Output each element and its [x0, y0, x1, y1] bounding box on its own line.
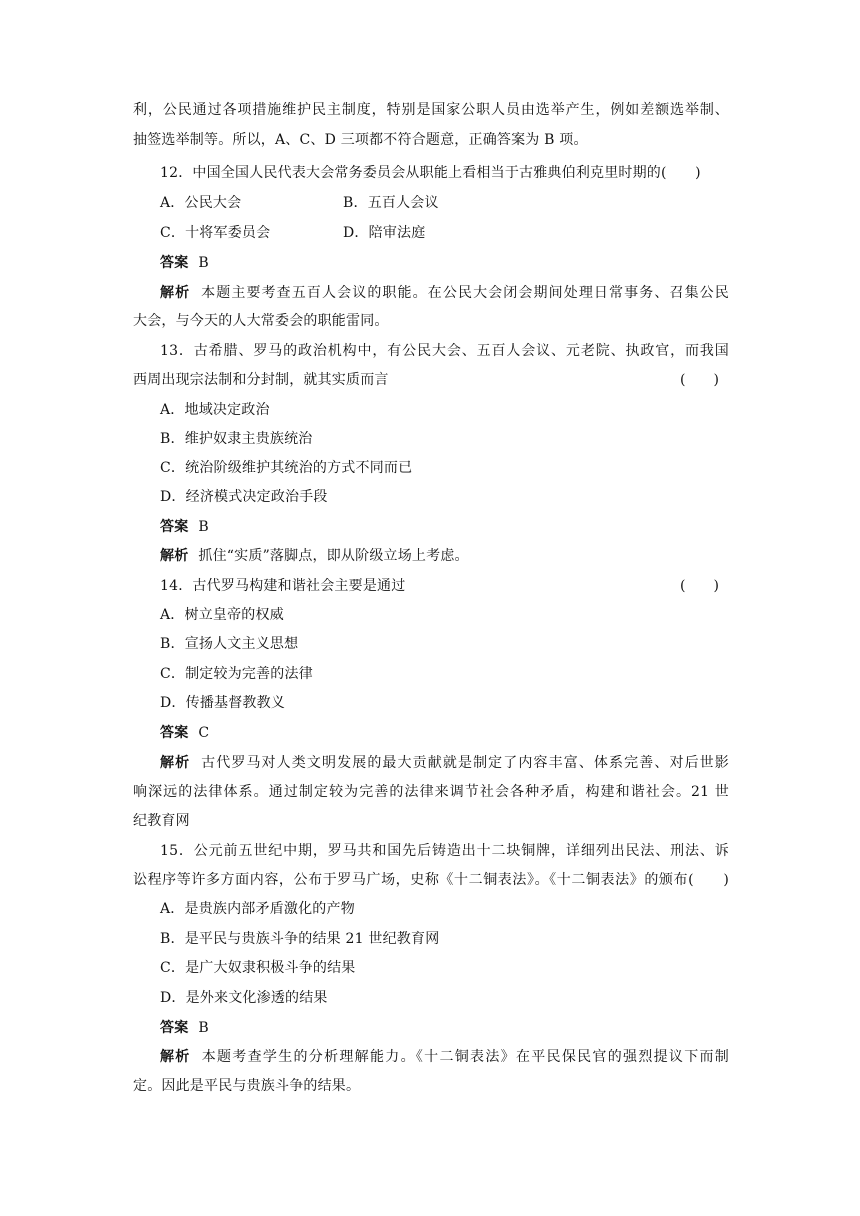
- q13-option-a: A．地域决定政治: [160, 402, 270, 418]
- q15-option-b: B．是平民与贵族斗争的结果 21 世纪教育网: [160, 931, 440, 947]
- analysis-text: 古代罗马对人类文明发展的最大贡献就是制定了内容丰富、体系完善、对后世影: [200, 755, 729, 771]
- q15-analysis-line-1: [160, 1047, 729, 1067]
- q13-option-c: C．统治阶级维护其统治的方式不同而已: [160, 460, 413, 476]
- answer-label: 答案: [160, 1020, 189, 1036]
- q13-analysis-line-1: [160, 546, 469, 566]
- q14-option-b: B．宣扬人文主义思想: [160, 636, 299, 652]
- q13-stem-line-2: 西周出现宗法制和分封制，就其实质而言: [133, 372, 389, 388]
- q12-stem: 12．中国全国人民代表大会常务委员会从职能上看相当于古雅典伯利克里时期的( ): [160, 165, 701, 181]
- q12-answer: [160, 253, 209, 273]
- answer-label: 答案: [160, 519, 189, 535]
- analysis-label: 解析: [160, 285, 191, 301]
- q15-answer: [160, 1018, 209, 1038]
- q15-option-a: A．是贵族内部矛盾激化的产物: [160, 901, 355, 917]
- q13-stem-line-1: 13．古希腊、罗马的政治机构中，有公民大会、五百人会议、元老院、执政官，而我国: [160, 343, 729, 359]
- analysis-text: 本题考查学生的分析理解能力。《十二铜表法》在平民保民官的强烈提议下而制: [200, 1049, 730, 1065]
- answer-value: B: [198, 519, 209, 535]
- q12-analysis-line-1: [160, 283, 729, 303]
- analysis-text: 本题主要考查五百人会议的职能。在公民大会闭会期间处理日常事务、召集公民: [200, 285, 729, 301]
- answer-value: B: [198, 1020, 209, 1036]
- q12-option-d: D．陪审法庭: [343, 225, 426, 241]
- q12-analysis-line-2: 大会，与今天的人大常委会的职能雷同。: [133, 313, 389, 329]
- q14-answer-blank: ( ): [680, 578, 719, 594]
- answer-value: C: [198, 725, 210, 741]
- q15-stem-line-1: 15．公元前五世纪中期，罗马共和国先后铸造出十二块铜牌，详细列出民法、刑法、诉: [160, 843, 729, 859]
- q15-stem-line-2: 讼程序等许多方面内容，公布于罗马广场，史称《十二铜表法》。《十二铜表法》的颁布( ): [133, 872, 729, 888]
- answer-label: 答案: [160, 725, 189, 741]
- q14-analysis-line-3: 纪教育网: [133, 813, 190, 829]
- q14-answer: [160, 723, 209, 743]
- analysis-label: 解析: [160, 1049, 191, 1065]
- q14-stem: 14．古代罗马构建和谐社会主要是通过: [160, 578, 406, 594]
- analysis-label: 解析: [160, 755, 191, 771]
- q14-analysis-line-2: 响深远的法律体系。通过制定较为完善的法律来调节社会各种矛盾，构建和谐社会。21 世: [133, 784, 729, 800]
- q15-analysis-line-2: 定。因此是平民与贵族斗争的结果。: [133, 1078, 361, 1094]
- q15-option-c: C．是广大奴隶积极斗争的结果: [160, 960, 356, 976]
- prev-analysis-line-2: 抽签选举制等。所以，A、C、D 三项都不符合题意，正确答案为 B 项。: [133, 132, 588, 148]
- prev-analysis-line-1: 利，公民通过各项措施维护民主制度，特别是国家公职人员由选举产生，例如差额选举制、: [133, 102, 729, 118]
- q13-answer-blank: ( ): [680, 372, 719, 388]
- q12-option-b: B．五百人会议: [343, 195, 439, 211]
- analysis-text: 抓住“实质”落脚点，即从阶级立场上考虑。: [198, 548, 469, 564]
- q14-analysis-line-1: [160, 753, 729, 773]
- q13-option-d: D．经济模式决定政治手段: [160, 489, 328, 505]
- q13-option-b: B．维护奴隶主贵族统治: [160, 431, 313, 447]
- q14-option-c: C．制定较为完善的法律: [160, 666, 313, 682]
- answer-label: 答案: [160, 255, 189, 271]
- answer-value: B: [198, 255, 209, 271]
- q14-option-a: A．树立皇帝的权威: [160, 607, 284, 623]
- q15-option-d: D．是外来文化渗透的结果: [160, 990, 328, 1006]
- q13-answer: [160, 517, 209, 537]
- analysis-label: 解析: [160, 548, 189, 564]
- q12-option-c: C．十将军委员会: [160, 225, 271, 241]
- q14-option-d: D．传播基督教教义: [160, 695, 286, 711]
- q12-option-a: A．公民大会: [160, 195, 242, 211]
